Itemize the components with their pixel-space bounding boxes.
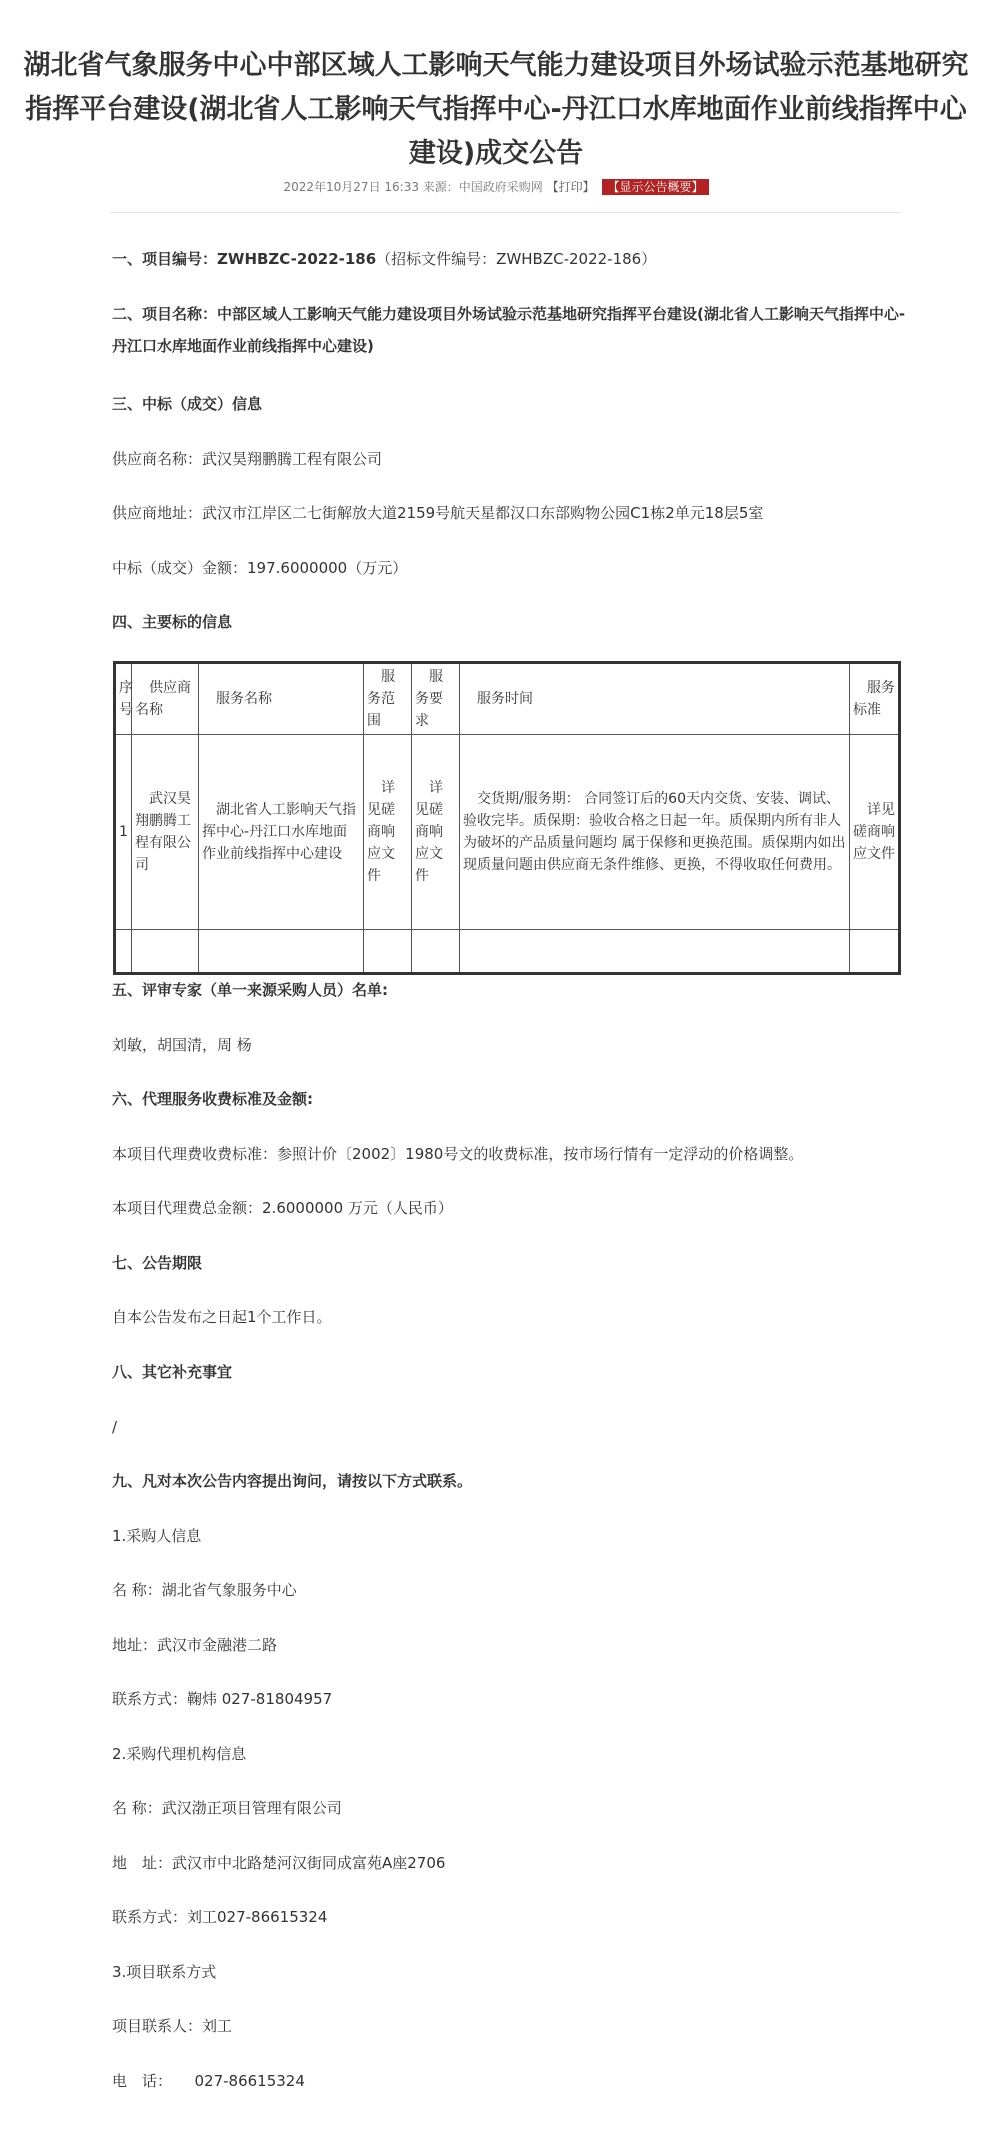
agent-name: 名 称：武汉渤正项目管理有限公司: [112, 1799, 342, 1817]
supplementary-matters: /: [112, 1418, 118, 1436]
publish-datetime: 2022年10月27日 16:33: [283, 180, 419, 194]
header-cell: 服务标准: [850, 663, 900, 735]
agent-info-title: 2.采购代理机构信息: [112, 1745, 247, 1763]
supplier-name: 供应商名称：武汉昊翔鹏腾工程有限公司: [112, 450, 383, 468]
source-label: 来源：中国政府采购网: [422, 180, 543, 194]
section-9-heading: 九、凡对本次公告内容提出询问，请按以下方式联系。: [112, 1472, 473, 1490]
print-link[interactable]: 【打印】: [546, 180, 595, 194]
agency-fee-total: 本项目代理费总金额：2.6000000 万元（人民币）: [112, 1199, 453, 1217]
expert-names: 刘敏，胡国清，周 杨: [112, 1036, 252, 1054]
award-amount: 中标（成交）金额：197.6000000（万元）: [112, 559, 408, 577]
buyer-name: 名 称：湖北省气象服务中心: [112, 1581, 297, 1599]
header-cell: 服务要求: [412, 663, 460, 735]
buyer-address: 地址：武汉市金融港二路: [112, 1636, 278, 1654]
buyer-contact: 联系方式：鞠炜 027-81804957: [112, 1690, 333, 1708]
row-service-name: 湖北省人工影响天气指挥中心-丹江口水库地面作业前线指挥中心建设: [199, 735, 364, 930]
table-header-row: [115, 663, 900, 735]
row-number: 1: [115, 735, 132, 930]
row-service-requirement: 详见磋商响应文件: [412, 735, 460, 930]
header-cell: 服务范围: [364, 663, 412, 735]
supplier-address: 供应商地址：武汉市江岸区二七街解放大道2159号航天星都汉口东部购物公园C1栋2单元18层5室: [112, 504, 764, 522]
row-supplier: 武汉昊翔鹏腾工程有限公司: [132, 735, 199, 930]
section-7-heading: 七、公告期限: [112, 1254, 203, 1272]
project-number-label: 一、项目编号：: [112, 250, 218, 268]
row-service-scope: 详见磋商响应文件: [364, 735, 412, 930]
table-row-empty: [115, 930, 900, 974]
table-row: [115, 735, 900, 930]
project-contact-person: 项目联系人：刘工: [112, 2017, 233, 2035]
project-contact-title: 3.项目联系方式: [112, 1963, 217, 1981]
section-6-heading: 六、代理服务收费标准及金额:: [112, 1090, 313, 1108]
section-8-heading: 八、其它补充事宜: [112, 1363, 233, 1381]
header-cell: 服务时间: [460, 663, 850, 735]
header-cell: 序号: [115, 663, 132, 735]
row-service-standard: 详见磋商响应文件: [850, 735, 900, 930]
row-service-time: 交货期/服务期： 合同签订后的60天内交货、安装、调试、验收完毕。质保期：验收合格之日起一年。质保期内所有非人为破坏的产品质量问题均 属于保修和更换范围。质保期内如出现质量问题由供应商无条件维修、更换，不得收取任何费用。: [460, 735, 850, 930]
section-4-heading: 四、主要标的信息: [112, 613, 233, 631]
header-cell: 供应商名称: [132, 663, 199, 735]
header-divider: [110, 212, 900, 213]
project-number: ZWHBZC-2022-186: [217, 250, 377, 268]
project-name: 二、项目名称：中部区域人工影响天气能力建设项目外场试验示范基地研究指挥平台建设(湖北省人工影响天气指挥中心-丹江口水库地面作业前线指挥中心建设): [112, 305, 906, 355]
tender-doc-number: （招标文件编号：ZWHBZC-2022-186）: [376, 250, 657, 268]
announcement-period: 自本公告发布之日起1个工作日。: [112, 1308, 332, 1326]
announcement-meta: [0, 178, 992, 195]
buyer-info-title: 1.采购人信息: [112, 1527, 202, 1545]
page-title: 湖北省气象服务中心中部区域人工影响天气能力建设项目外场试验示范基地研究指挥平台建设(湖北省人工影响天气指挥中心-丹江口水库地面作业前线指挥中心建设)成交公告: [23, 50, 969, 169]
show-summary-button[interactable]: 【显示公告概要】: [602, 179, 708, 195]
subject-info-table: [113, 661, 901, 975]
section-5-heading: 五、评审专家（单一来源采购人员）名单:: [112, 981, 389, 999]
project-contact-phone: 电 话： 027-86615324: [112, 2072, 305, 2090]
agent-contact: 联系方式：刘工027-86615324: [112, 1908, 328, 1926]
agent-address: 地 址：武汉市中北路楚河汉街同成富苑A座2706: [112, 1854, 446, 1872]
section-3-heading: 三、中标（成交）信息: [112, 395, 263, 413]
agency-fee-standard: 本项目代理费收费标准：参照计价〔2002〕1980号文的收费标准，按市场行情有一定浮动的价格调整。: [112, 1145, 804, 1163]
project-number-line: [112, 248, 912, 270]
header-cell: 服务名称: [199, 663, 364, 735]
